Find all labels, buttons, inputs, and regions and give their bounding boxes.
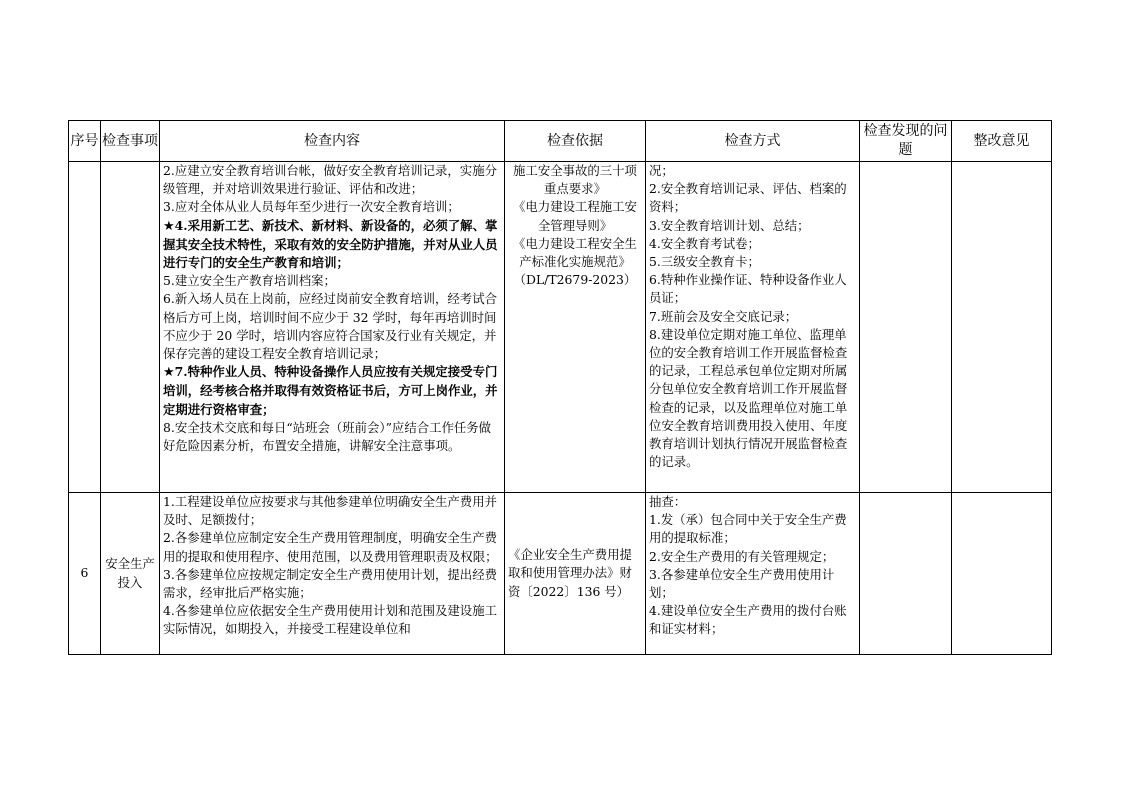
content-item: [163, 493, 501, 529]
content-item: [163, 566, 501, 602]
row2-rectify: [952, 493, 1052, 655]
content-text: 5.建立安全生产教育培训档案；: [163, 273, 336, 289]
method-item: 3.安全教育培训计划、总结；: [649, 217, 810, 233]
header-seq: 序号: [69, 121, 101, 162]
row1-basis: [505, 162, 646, 493]
row2-method: [646, 493, 860, 655]
method-item: 3.各参建单位安全生产费用使用计划；: [649, 566, 835, 601]
content-item: [163, 272, 501, 290]
basis-item: （DL/T2679-2023）: [513, 272, 637, 288]
content-item: [163, 529, 501, 565]
method-item: 1.发（承）包合同中关于安全生产费用的提取标准；: [649, 512, 847, 546]
content-item: [163, 198, 501, 216]
row2-item: 安全生产投入: [101, 493, 160, 655]
method-item: 4.建设单位安全生产费用的拨付台账和证实材料；: [649, 603, 847, 637]
star-icon: ★: [163, 218, 175, 234]
method-item: 2.安全生产费用的有关管理规定；: [649, 548, 835, 564]
content-item: [163, 419, 501, 455]
method-item: 8.建设单位定期对施工单位、监理单位的安全教育培训工作开展监督检查的记录，工程总承包单位定期对所属分包单位安全教育培训工作开展监督检查的记录，以及监理单位对施工单位安全教育培训费用投入使用、年度教育培训计划执行情况开展监督检查的记录。: [649, 326, 848, 470]
header-item: 检查事项: [101, 121, 160, 162]
basis-item: 施工安全事故的三十项重点要求》: [513, 163, 637, 197]
method-item: 抽查：: [649, 494, 687, 509]
content-text: 8.安全技术交底和每日“站班会（班前会）”应结合工作任务做好危险因素分析，布置安全措施，讲解安全注意事项。: [163, 419, 492, 454]
content-text: 4.采用新工艺、新技术、新材料、新设备的，必须了解、掌握其安全技术特性，采取有效的安全防护措施，并对从业人员进行专门的安全生产教育和培训；: [163, 217, 498, 271]
method-item: 4.安全教育考试卷；: [649, 235, 760, 251]
row2-seq: 6: [69, 493, 101, 655]
header-rectify: 整改意见: [952, 121, 1052, 162]
inspection-table: [68, 120, 1052, 655]
table-row: [69, 162, 1052, 493]
row1-seq: [69, 162, 101, 493]
content-text: 3.各参建单位应按规定制定安全生产费用使用计划，提出经费需求，经审批后严格实施；: [163, 566, 497, 601]
method-item: 7.班前会及安全交底记录；: [649, 308, 798, 324]
row1-rectify: [952, 162, 1052, 493]
content-item: [163, 290, 501, 363]
row1-issues: [860, 162, 952, 493]
content-text: 2.各参建单位应制定安全生产费用管理制度，明确安全生产费用的提取和使用程序、使用范围，以及费用管理职责及权限；: [163, 530, 498, 564]
header-row: [69, 121, 1052, 162]
content-item: [163, 217, 501, 273]
content-text: 3.应对全体从业人员每年至少进行一次安全教育培训；: [163, 199, 460, 215]
method-item: 6.特种作业操作证、特种设备作业人员证；: [649, 272, 847, 306]
method-item: 2.安全教育培训记录、评估、档案的资料；: [649, 181, 847, 215]
content-text: 1.工程建设单位应按要求与其他参建单位明确安全生产费用并及时、足额拨付；: [163, 494, 497, 528]
method-item: 况；: [649, 163, 674, 178]
row1-content: [160, 162, 505, 493]
row1-item: [101, 162, 160, 493]
content-item: [163, 162, 501, 198]
basis-item: 《电力建设工程安全生产标准化实施规范》: [513, 235, 637, 270]
basis-item: 《电力建设工程施工安全管理导则》: [513, 199, 637, 233]
header-issues: 检查发现的问题: [860, 121, 952, 162]
content-item: [163, 602, 501, 638]
table-row: [69, 493, 1052, 655]
method-item: 5.三级安全教育卡；: [649, 254, 760, 270]
content-text: 6.新入场人员在上岗前，应经过岗前安全教育培训，经考试合格后方可上岗，培训时间不应少于 32 学时，每年再培训时间不应少于 20 学时，培训内容应符合国家及行业有关规定，并保存完善的建设工程安全教育培训记录；: [163, 291, 497, 362]
content-item: [163, 363, 501, 419]
content-text: 7.特种作业人员、特种设备操作人员应按有关规定接受专门培训，经考核合格并取得有效资格证书后，方可上岗作业，并定期进行资格审查；: [163, 364, 498, 417]
content-text: 2.应建立安全教育培训台帐，做好安全教育培训记录，实施分级管理，并对培训效果进行验证、评估和改进；: [163, 163, 497, 197]
row2-issues: [860, 493, 952, 655]
header-content: 检查内容: [160, 121, 505, 162]
row1-method: [646, 162, 860, 493]
content-text: 4.各参建单位应依据安全生产费用使用计划和范围及建设施工实际情况，如期投入，并接受工程建设单位和: [163, 603, 497, 637]
star-icon: ★: [163, 365, 175, 381]
header-method: 检查方式: [646, 121, 860, 162]
row2-basis: 《企业安全生产费用提取和使用管理办法》财资〔2022〕136 号）: [505, 493, 646, 655]
row2-content: [160, 493, 505, 655]
header-basis: 检查依据: [505, 121, 646, 162]
